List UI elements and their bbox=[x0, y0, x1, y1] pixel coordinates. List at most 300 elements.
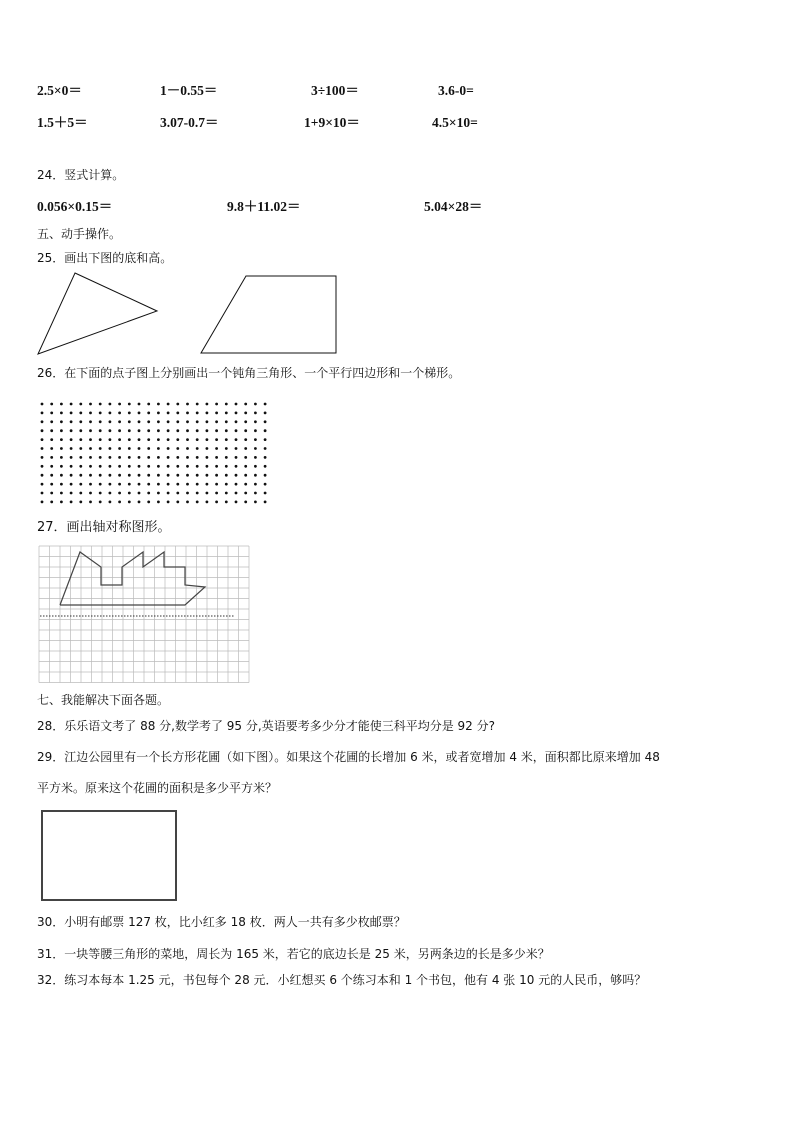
grid-dot bbox=[215, 465, 218, 468]
grid-dot bbox=[138, 492, 141, 495]
grid-dot bbox=[128, 403, 131, 406]
grid-dot bbox=[109, 501, 112, 504]
grid-dot bbox=[167, 438, 170, 441]
grid-dot bbox=[206, 447, 209, 450]
grid-dot bbox=[89, 501, 92, 504]
grid-dot bbox=[138, 483, 141, 486]
grid-dot bbox=[215, 412, 218, 415]
grid-dot bbox=[138, 465, 141, 468]
grid-dot bbox=[264, 447, 267, 450]
grid-dot bbox=[157, 492, 160, 495]
grid-dot bbox=[225, 474, 228, 477]
question-32: 32．练习本每本 1.25 元，书包每个 28 元．小红想买 6 个练习本和 1 个书包，他有 4 张 10 元的人民币，够吗？ bbox=[37, 973, 647, 987]
grid-dot bbox=[206, 483, 209, 486]
grid-dot bbox=[264, 429, 267, 432]
grid-dot bbox=[89, 403, 92, 406]
grid-dot bbox=[196, 447, 199, 450]
grid-dot bbox=[89, 420, 92, 423]
grid-dot bbox=[264, 483, 267, 486]
grid-dot bbox=[99, 492, 102, 495]
grid-dot bbox=[147, 438, 150, 441]
grid-dot bbox=[138, 438, 141, 441]
grid-dot bbox=[50, 438, 53, 441]
grid-dot bbox=[147, 501, 150, 504]
grid-dot bbox=[264, 438, 267, 441]
grid-dot bbox=[89, 447, 92, 450]
grid-dot bbox=[138, 456, 141, 459]
grid-dot bbox=[89, 412, 92, 415]
grid-dot bbox=[70, 447, 73, 450]
grid-dot bbox=[70, 501, 73, 504]
grid-dot bbox=[60, 474, 63, 477]
grid-dot bbox=[89, 429, 92, 432]
grid-dot bbox=[235, 465, 238, 468]
grid-dot bbox=[206, 474, 209, 477]
grid-dot bbox=[79, 483, 82, 486]
grid-dot bbox=[79, 403, 82, 406]
grid-dot bbox=[264, 474, 267, 477]
grid-dot bbox=[206, 465, 209, 468]
grid-dot bbox=[167, 483, 170, 486]
grid-dot bbox=[99, 465, 102, 468]
grid-dot bbox=[244, 501, 247, 504]
grid-dot bbox=[254, 412, 257, 415]
grid-dot bbox=[89, 465, 92, 468]
grid-dot bbox=[157, 412, 160, 415]
grid-dot bbox=[157, 429, 160, 432]
grid-dot bbox=[176, 438, 179, 441]
grid-dot bbox=[225, 501, 228, 504]
grid-dot bbox=[206, 429, 209, 432]
grid-dot bbox=[244, 483, 247, 486]
grid-dot bbox=[109, 483, 112, 486]
grid-dot bbox=[254, 403, 257, 406]
grid-dot bbox=[186, 447, 189, 450]
grid-dot bbox=[41, 447, 44, 450]
grid-dot bbox=[60, 412, 63, 415]
grid-dot bbox=[109, 429, 112, 432]
grid-dot bbox=[99, 438, 102, 441]
vertical-calc-item: 9.8＋11.02＝ bbox=[227, 199, 301, 214]
grid-dot bbox=[118, 447, 121, 450]
grid-dot bbox=[176, 412, 179, 415]
grid-dot bbox=[50, 403, 53, 406]
grid-dot bbox=[206, 412, 209, 415]
grid-dot bbox=[254, 420, 257, 423]
grid-dot bbox=[41, 429, 44, 432]
grid-dot bbox=[264, 456, 267, 459]
grid-dot bbox=[79, 501, 82, 504]
grid-dot bbox=[157, 447, 160, 450]
grid-dot bbox=[138, 501, 141, 504]
grid-dot bbox=[264, 501, 267, 504]
calc-item: 4.5×10= bbox=[432, 115, 478, 130]
grid-dot bbox=[215, 501, 218, 504]
grid-dot bbox=[99, 429, 102, 432]
grid-dot bbox=[147, 492, 150, 495]
grid-dot bbox=[70, 420, 73, 423]
grid-dot bbox=[79, 492, 82, 495]
grid-dot bbox=[99, 456, 102, 459]
grid-dot bbox=[215, 456, 218, 459]
grid-dot bbox=[235, 429, 238, 432]
section-heading-5: 五、动手操作。 bbox=[37, 227, 122, 241]
grid-dot bbox=[244, 456, 247, 459]
grid-dot bbox=[206, 456, 209, 459]
grid-dot bbox=[215, 474, 218, 477]
grid-dot bbox=[186, 429, 189, 432]
grid-dot bbox=[225, 447, 228, 450]
question-27: 27．画出轴对称图形。 bbox=[37, 520, 171, 535]
calc-item: 2.5×0＝ bbox=[37, 83, 82, 98]
question-29-line-1: 29．江边公园里有一个长方形花圃（如下图）。如果这个花圃的长增加 6 米，或者宽增加 4 米，面积都比原来增加 48 bbox=[37, 750, 660, 764]
grid-dot bbox=[138, 412, 141, 415]
grid-dot bbox=[138, 403, 141, 406]
grid-dot bbox=[254, 465, 257, 468]
grid-dot bbox=[79, 465, 82, 468]
grid-dot bbox=[147, 412, 150, 415]
grid-dot bbox=[167, 420, 170, 423]
grid-dot bbox=[99, 501, 102, 504]
grid-dot bbox=[89, 474, 92, 477]
grid-dot bbox=[41, 501, 44, 504]
grid-dot bbox=[225, 483, 228, 486]
grid-dot bbox=[138, 447, 141, 450]
grid-dot bbox=[167, 501, 170, 504]
grid-dot bbox=[235, 403, 238, 406]
grid-dot bbox=[99, 420, 102, 423]
grid-dot bbox=[128, 483, 131, 486]
grid-dot bbox=[70, 483, 73, 486]
grid-dot bbox=[196, 420, 199, 423]
grid-dot bbox=[118, 456, 121, 459]
grid-dot bbox=[99, 447, 102, 450]
grid-dot bbox=[41, 412, 44, 415]
grid-dot bbox=[99, 403, 102, 406]
grid-dot bbox=[118, 403, 121, 406]
grid-dot bbox=[244, 438, 247, 441]
grid-dot bbox=[176, 429, 179, 432]
grid-dot bbox=[138, 474, 141, 477]
grid-dot bbox=[89, 483, 92, 486]
question-28: 28．乐乐语文考了 88 分,数学考了 95 分,英语要考多少分才能使三科平均分是 92 分? bbox=[37, 719, 495, 733]
grid-dot bbox=[147, 483, 150, 486]
grid-dot bbox=[118, 429, 121, 432]
grid-dot bbox=[70, 456, 73, 459]
grid-dot bbox=[109, 420, 112, 423]
grid-dot bbox=[235, 483, 238, 486]
grid-dot bbox=[225, 403, 228, 406]
grid-dot bbox=[215, 483, 218, 486]
grid-dot bbox=[147, 429, 150, 432]
grid-dot bbox=[176, 474, 179, 477]
grid-dot bbox=[109, 403, 112, 406]
grid-dot bbox=[70, 403, 73, 406]
grid-dot bbox=[128, 492, 131, 495]
grid-dot bbox=[244, 492, 247, 495]
grid-dot bbox=[109, 492, 112, 495]
grid-dot bbox=[254, 474, 257, 477]
rectangle-figure bbox=[0, 0, 1, 1]
grid-dot bbox=[186, 412, 189, 415]
grid-dot bbox=[147, 403, 150, 406]
grid-dot bbox=[176, 465, 179, 468]
grid-dot bbox=[264, 412, 267, 415]
grid-dot bbox=[157, 474, 160, 477]
grid-dot bbox=[167, 492, 170, 495]
grid-dot bbox=[225, 492, 228, 495]
calc-item: 3.6-0= bbox=[438, 83, 474, 98]
grid-dot bbox=[244, 420, 247, 423]
grid-dot bbox=[235, 412, 238, 415]
grid-dot bbox=[206, 438, 209, 441]
grid-dot bbox=[60, 465, 63, 468]
grid-dot bbox=[70, 492, 73, 495]
grid-dot bbox=[89, 492, 92, 495]
grid-dot bbox=[196, 474, 199, 477]
grid-dot bbox=[176, 420, 179, 423]
grid-dot bbox=[50, 420, 53, 423]
grid-dot bbox=[225, 438, 228, 441]
grid-dot bbox=[147, 465, 150, 468]
grid-dot bbox=[157, 420, 160, 423]
grid-dot bbox=[70, 412, 73, 415]
grid-dot bbox=[244, 447, 247, 450]
grid-dot bbox=[79, 474, 82, 477]
grid-dot bbox=[79, 412, 82, 415]
grid-dot bbox=[196, 483, 199, 486]
grid-dot bbox=[118, 412, 121, 415]
grid-dot bbox=[254, 438, 257, 441]
grid-dot bbox=[225, 420, 228, 423]
grid-dot bbox=[215, 429, 218, 432]
grid-dot bbox=[157, 501, 160, 504]
question-26: 26．在下面的点子图上分别画出一个钝角三角形、一个平行四边形和一个梯形。 bbox=[37, 366, 461, 380]
grid-dot bbox=[176, 447, 179, 450]
question-24-title: 24．竖式计算。 bbox=[37, 168, 125, 182]
grid-dot bbox=[118, 501, 121, 504]
grid-dot bbox=[147, 420, 150, 423]
grid-dot bbox=[147, 474, 150, 477]
grid-dot bbox=[264, 420, 267, 423]
grid-dot bbox=[167, 456, 170, 459]
grid-dot bbox=[264, 465, 267, 468]
grid-dot bbox=[235, 456, 238, 459]
grid-dot bbox=[244, 474, 247, 477]
grid-dot bbox=[254, 429, 257, 432]
grid-dot bbox=[79, 438, 82, 441]
grid-dot bbox=[235, 438, 238, 441]
calc-item: 1.5＋5＝ bbox=[37, 115, 88, 130]
grid-dot bbox=[60, 429, 63, 432]
grid-dot bbox=[196, 456, 199, 459]
grid-dot bbox=[186, 501, 189, 504]
grid-dot bbox=[176, 492, 179, 495]
grid-dot bbox=[128, 412, 131, 415]
grid-dot bbox=[128, 465, 131, 468]
grid-dot bbox=[41, 420, 44, 423]
vertical-calc-item: 0.056×0.15＝ bbox=[37, 199, 113, 214]
grid-dot bbox=[196, 492, 199, 495]
grid-dot bbox=[138, 420, 141, 423]
grid-dot bbox=[128, 501, 131, 504]
grid-dot bbox=[264, 403, 267, 406]
grid-dot bbox=[225, 456, 228, 459]
grid-dot bbox=[50, 456, 53, 459]
grid-dot bbox=[196, 412, 199, 415]
grid-dot bbox=[118, 420, 121, 423]
grid-dot bbox=[167, 465, 170, 468]
grid-dot bbox=[60, 403, 63, 406]
grid-dot bbox=[254, 447, 257, 450]
grid-dot bbox=[244, 465, 247, 468]
grid-dot bbox=[128, 420, 131, 423]
grid-dot bbox=[50, 501, 53, 504]
grid-dot bbox=[60, 492, 63, 495]
grid-dot bbox=[196, 429, 199, 432]
grid-dot bbox=[157, 456, 160, 459]
grid-dot bbox=[109, 438, 112, 441]
grid-dot bbox=[41, 456, 44, 459]
grid-dot bbox=[167, 447, 170, 450]
grid-dot bbox=[254, 483, 257, 486]
grid-dot bbox=[206, 501, 209, 504]
grid-dot bbox=[157, 465, 160, 468]
grid-dot bbox=[109, 465, 112, 468]
grid-dot bbox=[196, 501, 199, 504]
grid-dot bbox=[60, 447, 63, 450]
grid-dot bbox=[99, 483, 102, 486]
grid-dot bbox=[167, 429, 170, 432]
grid-dot bbox=[196, 438, 199, 441]
grid-dot bbox=[244, 429, 247, 432]
grid-dot bbox=[50, 492, 53, 495]
question-29-line-2: 平方米。原来这个花圃的面积是多少平方米？ bbox=[37, 781, 278, 795]
grid-dot bbox=[225, 465, 228, 468]
grid-dot bbox=[186, 474, 189, 477]
grid-dot bbox=[70, 438, 73, 441]
grid-dot bbox=[50, 474, 53, 477]
grid-dot bbox=[235, 492, 238, 495]
grid-dot bbox=[215, 438, 218, 441]
grid-dot bbox=[70, 474, 73, 477]
grid-dot bbox=[60, 483, 63, 486]
grid-dot bbox=[176, 403, 179, 406]
grid-dot bbox=[215, 447, 218, 450]
question-31: 31．一块等腰三角形的菜地，周长为 165 米，若它的底边长是 25 米，另两条边的长是多少米？ bbox=[37, 947, 550, 961]
grid-dot bbox=[167, 474, 170, 477]
grid-dot bbox=[70, 429, 73, 432]
grid-dot bbox=[109, 412, 112, 415]
grid-dot bbox=[254, 501, 257, 504]
section-heading-7: 七、我能解决下面各题。 bbox=[37, 693, 170, 707]
grid-dot bbox=[60, 420, 63, 423]
grid-dot bbox=[196, 403, 199, 406]
grid-dot bbox=[186, 483, 189, 486]
grid-dot bbox=[235, 501, 238, 504]
grid-dot bbox=[225, 412, 228, 415]
grid-dot bbox=[157, 438, 160, 441]
grid-dot bbox=[235, 447, 238, 450]
grid-dot bbox=[167, 412, 170, 415]
grid-dot bbox=[235, 420, 238, 423]
grid-dot bbox=[264, 492, 267, 495]
grid-dot bbox=[138, 429, 141, 432]
grid-dot bbox=[50, 447, 53, 450]
grid-dot bbox=[206, 403, 209, 406]
grid-dot bbox=[60, 456, 63, 459]
grid-dot bbox=[41, 483, 44, 486]
grid-dot bbox=[128, 429, 131, 432]
grid-dot bbox=[215, 420, 218, 423]
grid-dot bbox=[186, 403, 189, 406]
grid-dot bbox=[50, 429, 53, 432]
grid-dot bbox=[109, 474, 112, 477]
grid-dot bbox=[225, 429, 228, 432]
grid-dot bbox=[99, 412, 102, 415]
grid-dot bbox=[206, 420, 209, 423]
grid-dot bbox=[147, 447, 150, 450]
grid-dot bbox=[50, 412, 53, 415]
grid-dot bbox=[109, 447, 112, 450]
vertical-calc-item: 5.04×28＝ bbox=[424, 199, 483, 214]
grid-dot bbox=[176, 456, 179, 459]
grid-dot bbox=[41, 474, 44, 477]
grid-dot bbox=[109, 456, 112, 459]
grid-dot bbox=[41, 438, 44, 441]
grid-dot bbox=[186, 492, 189, 495]
grid-dot bbox=[79, 429, 82, 432]
grid-dot bbox=[118, 492, 121, 495]
grid-dot bbox=[254, 492, 257, 495]
grid-dot bbox=[41, 492, 44, 495]
grid-dot bbox=[79, 456, 82, 459]
grid-dot bbox=[157, 403, 160, 406]
grid-dot bbox=[89, 438, 92, 441]
grid-dot bbox=[215, 492, 218, 495]
grid-dot bbox=[79, 420, 82, 423]
grid-dot bbox=[50, 483, 53, 486]
grid-dot bbox=[60, 438, 63, 441]
grid-dot bbox=[147, 456, 150, 459]
question-25: 25．画出下图的底和高。 bbox=[37, 251, 173, 265]
grid-dot bbox=[128, 474, 131, 477]
grid-dot bbox=[128, 438, 131, 441]
grid-dot bbox=[60, 501, 63, 504]
grid-dot bbox=[41, 403, 44, 406]
grid-dot bbox=[196, 465, 199, 468]
grid-dot bbox=[118, 438, 121, 441]
grid-dot bbox=[118, 465, 121, 468]
grid-dot bbox=[128, 456, 131, 459]
grid-dot bbox=[157, 483, 160, 486]
question-30: 30．小明有邮票 127 枚，比小红多 18 枚．两人一共有多少枚邮票？ bbox=[37, 915, 406, 929]
grid-dot bbox=[176, 483, 179, 486]
grid-dot bbox=[244, 412, 247, 415]
grid-dot bbox=[89, 456, 92, 459]
grid-dot bbox=[176, 501, 179, 504]
calc-item: 3÷100＝ bbox=[311, 83, 359, 98]
grid-dot bbox=[50, 465, 53, 468]
grid-dot bbox=[167, 403, 170, 406]
grid-dot bbox=[235, 474, 238, 477]
grid-dot bbox=[215, 403, 218, 406]
calc-item: 1+9×10＝ bbox=[304, 115, 360, 130]
calc-item: 3.07-0.7＝ bbox=[160, 115, 219, 130]
grid-dot bbox=[186, 420, 189, 423]
grid-dot bbox=[186, 465, 189, 468]
grid-dot bbox=[186, 456, 189, 459]
